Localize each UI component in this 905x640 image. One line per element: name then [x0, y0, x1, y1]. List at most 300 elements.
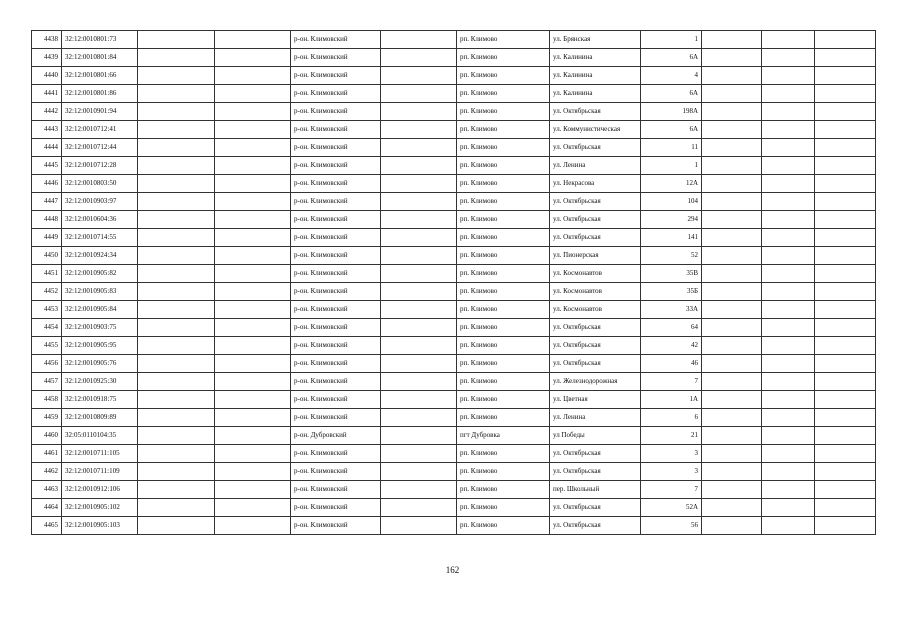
- street-cell: ул. Цветная: [550, 391, 641, 409]
- registry-table: [31, 30, 876, 535]
- district-cell: р-он. Климовский: [291, 121, 381, 139]
- district-cell: р-он. Климовский: [291, 229, 381, 247]
- row-number-cell: 4455: [32, 337, 62, 355]
- empty-cell: [815, 229, 876, 247]
- settlement-cell: рп. Климово: [457, 337, 550, 355]
- empty-cell: [215, 175, 291, 193]
- house-number-cell: 12А: [641, 175, 702, 193]
- empty-cell: [702, 121, 762, 139]
- empty-cell: [138, 481, 215, 499]
- table-row: [32, 85, 876, 103]
- cadastral-number-cell: 32:12:0010905:95: [62, 337, 138, 355]
- table-row: [32, 103, 876, 121]
- empty-cell: [702, 373, 762, 391]
- row-number-cell: 4458: [32, 391, 62, 409]
- empty-cell: [762, 121, 815, 139]
- settlement-cell: рп. Климово: [457, 481, 550, 499]
- settlement-cell: рп. Климово: [457, 229, 550, 247]
- table-row: [32, 49, 876, 67]
- cadastral-number-cell: 32:12:0010712:28: [62, 157, 138, 175]
- empty-cell: [815, 265, 876, 283]
- cadastral-number-cell: 32:12:0010905:84: [62, 301, 138, 319]
- district-cell: р-он. Климовский: [291, 67, 381, 85]
- empty-cell: [702, 319, 762, 337]
- empty-cell: [815, 175, 876, 193]
- empty-cell: [215, 373, 291, 391]
- registry-sheet: [31, 30, 875, 535]
- empty-cell: [381, 409, 457, 427]
- district-cell: р-он. Климовский: [291, 103, 381, 121]
- house-number-cell: 33А: [641, 301, 702, 319]
- street-cell: ул. Октябрьская: [550, 517, 641, 535]
- empty-cell: [138, 445, 215, 463]
- row-number-cell: 4456: [32, 355, 62, 373]
- table-row: [32, 265, 876, 283]
- empty-cell: [702, 517, 762, 535]
- table-row: [32, 481, 876, 499]
- empty-cell: [762, 355, 815, 373]
- cadastral-number-cell: 32:12:0010924:34: [62, 247, 138, 265]
- street-cell: ул. Октябрьская: [550, 193, 641, 211]
- empty-cell: [762, 517, 815, 535]
- street-cell: ул. Пионерская: [550, 247, 641, 265]
- empty-cell: [381, 247, 457, 265]
- row-number-cell: 4459: [32, 409, 62, 427]
- empty-cell: [815, 31, 876, 49]
- empty-cell: [215, 337, 291, 355]
- district-cell: р-он. Климовский: [291, 445, 381, 463]
- row-number-cell: 4457: [32, 373, 62, 391]
- empty-cell: [138, 319, 215, 337]
- cadastral-number-cell: 32:05:0110104:35: [62, 427, 138, 445]
- empty-cell: [381, 319, 457, 337]
- empty-cell: [815, 139, 876, 157]
- cadastral-number-cell: 32:12:0010711:105: [62, 445, 138, 463]
- house-number-cell: 21: [641, 427, 702, 445]
- settlement-cell: рп. Климово: [457, 301, 550, 319]
- empty-cell: [762, 319, 815, 337]
- empty-cell: [815, 319, 876, 337]
- empty-cell: [138, 517, 215, 535]
- empty-cell: [762, 301, 815, 319]
- table-row: [32, 193, 876, 211]
- settlement-cell: пгт Дубровка: [457, 427, 550, 445]
- empty-cell: [762, 157, 815, 175]
- empty-cell: [815, 499, 876, 517]
- street-cell: ул. Октябрьская: [550, 445, 641, 463]
- table-row: [32, 517, 876, 535]
- empty-cell: [138, 391, 215, 409]
- row-number-cell: 4464: [32, 499, 62, 517]
- street-cell: ул. Брянская: [550, 31, 641, 49]
- row-number-cell: 4453: [32, 301, 62, 319]
- empty-cell: [702, 409, 762, 427]
- table-row: [32, 463, 876, 481]
- house-number-cell: 64: [641, 319, 702, 337]
- cadastral-number-cell: 32:12:0010711:109: [62, 463, 138, 481]
- empty-cell: [815, 49, 876, 67]
- district-cell: р-он. Климовский: [291, 211, 381, 229]
- street-cell: ул. Ленина: [550, 409, 641, 427]
- table-row: [32, 157, 876, 175]
- district-cell: р-он. Климовский: [291, 499, 381, 517]
- empty-cell: [138, 49, 215, 67]
- street-cell: ул. Ленина: [550, 157, 641, 175]
- row-number-cell: 4454: [32, 319, 62, 337]
- street-cell: ул. Октябрьская: [550, 499, 641, 517]
- empty-cell: [815, 67, 876, 85]
- table-row: [32, 301, 876, 319]
- cadastral-number-cell: 32:12:0010714:55: [62, 229, 138, 247]
- house-number-cell: 4: [641, 67, 702, 85]
- cadastral-number-cell: 32:12:0010918:75: [62, 391, 138, 409]
- empty-cell: [138, 103, 215, 121]
- empty-cell: [138, 337, 215, 355]
- empty-cell: [381, 355, 457, 373]
- empty-cell: [381, 427, 457, 445]
- empty-cell: [215, 121, 291, 139]
- district-cell: р-он. Климовский: [291, 481, 381, 499]
- street-cell: ул. Калинина: [550, 49, 641, 67]
- empty-cell: [762, 193, 815, 211]
- table-row: [32, 391, 876, 409]
- empty-cell: [138, 301, 215, 319]
- empty-cell: [215, 445, 291, 463]
- registry-table-body: [32, 31, 876, 535]
- street-cell: пер. Школьный: [550, 481, 641, 499]
- house-number-cell: 46: [641, 355, 702, 373]
- district-cell: р-он. Климовский: [291, 49, 381, 67]
- empty-cell: [702, 175, 762, 193]
- empty-cell: [215, 49, 291, 67]
- row-number-cell: 4440: [32, 67, 62, 85]
- cadastral-number-cell: 32:12:0010905:103: [62, 517, 138, 535]
- row-number-cell: 4460: [32, 427, 62, 445]
- row-number-cell: 4445: [32, 157, 62, 175]
- house-number-cell: 1: [641, 31, 702, 49]
- empty-cell: [138, 463, 215, 481]
- empty-cell: [762, 481, 815, 499]
- empty-cell: [762, 499, 815, 517]
- empty-cell: [215, 499, 291, 517]
- house-number-cell: 56: [641, 517, 702, 535]
- empty-cell: [702, 85, 762, 103]
- empty-cell: [762, 283, 815, 301]
- empty-cell: [762, 391, 815, 409]
- empty-cell: [215, 67, 291, 85]
- cadastral-number-cell: 32:12:0010903:75: [62, 319, 138, 337]
- street-cell: ул. Октябрьская: [550, 355, 641, 373]
- empty-cell: [702, 445, 762, 463]
- empty-cell: [138, 247, 215, 265]
- empty-cell: [762, 247, 815, 265]
- empty-cell: [381, 463, 457, 481]
- empty-cell: [138, 31, 215, 49]
- empty-cell: [381, 121, 457, 139]
- settlement-cell: рп. Климово: [457, 355, 550, 373]
- settlement-cell: рп. Климово: [457, 31, 550, 49]
- row-number-cell: 4441: [32, 85, 62, 103]
- settlement-cell: рп. Климово: [457, 463, 550, 481]
- empty-cell: [381, 391, 457, 409]
- empty-cell: [702, 391, 762, 409]
- table-row: [32, 283, 876, 301]
- cadastral-number-cell: 32:12:0010803:50: [62, 175, 138, 193]
- row-number-cell: 4463: [32, 481, 62, 499]
- table-row: [32, 445, 876, 463]
- empty-cell: [381, 283, 457, 301]
- settlement-cell: рп. Климово: [457, 193, 550, 211]
- cadastral-number-cell: 32:12:0010905:102: [62, 499, 138, 517]
- empty-cell: [138, 373, 215, 391]
- empty-cell: [762, 229, 815, 247]
- house-number-cell: 6: [641, 409, 702, 427]
- empty-cell: [215, 265, 291, 283]
- empty-cell: [381, 481, 457, 499]
- house-number-cell: 6А: [641, 121, 702, 139]
- empty-cell: [215, 103, 291, 121]
- table-row: [32, 229, 876, 247]
- empty-cell: [381, 193, 457, 211]
- empty-cell: [215, 301, 291, 319]
- district-cell: р-он. Климовский: [291, 319, 381, 337]
- empty-cell: [138, 139, 215, 157]
- house-number-cell: 3: [641, 463, 702, 481]
- house-number-cell: 198А: [641, 103, 702, 121]
- street-cell: ул. Космонавтов: [550, 283, 641, 301]
- empty-cell: [815, 445, 876, 463]
- empty-cell: [702, 337, 762, 355]
- page-number: 162: [445, 565, 460, 575]
- empty-cell: [815, 409, 876, 427]
- empty-cell: [702, 301, 762, 319]
- district-cell: р-он. Климовский: [291, 265, 381, 283]
- empty-cell: [762, 445, 815, 463]
- row-number-cell: 4449: [32, 229, 62, 247]
- settlement-cell: рп. Климово: [457, 391, 550, 409]
- table-row: [32, 373, 876, 391]
- district-cell: р-он. Климовский: [291, 193, 381, 211]
- street-cell: ул. Космонавтов: [550, 301, 641, 319]
- district-cell: р-он. Климовский: [291, 463, 381, 481]
- empty-cell: [702, 67, 762, 85]
- district-cell: р-он. Климовский: [291, 517, 381, 535]
- district-cell: р-он. Климовский: [291, 283, 381, 301]
- empty-cell: [138, 229, 215, 247]
- table-row: [32, 31, 876, 49]
- empty-cell: [138, 427, 215, 445]
- empty-cell: [702, 265, 762, 283]
- empty-cell: [762, 265, 815, 283]
- empty-cell: [815, 355, 876, 373]
- empty-cell: [138, 67, 215, 85]
- empty-cell: [702, 31, 762, 49]
- empty-cell: [138, 85, 215, 103]
- empty-cell: [702, 355, 762, 373]
- row-number-cell: 4444: [32, 139, 62, 157]
- settlement-cell: рп. Климово: [457, 319, 550, 337]
- row-number-cell: 4461: [32, 445, 62, 463]
- empty-cell: [815, 463, 876, 481]
- street-cell: ул. Октябрьская: [550, 103, 641, 121]
- empty-cell: [381, 337, 457, 355]
- empty-cell: [815, 283, 876, 301]
- cadastral-number-cell: 32:12:0010912:106: [62, 481, 138, 499]
- empty-cell: [702, 427, 762, 445]
- district-cell: р-он. Климовский: [291, 409, 381, 427]
- district-cell: р-он. Климовский: [291, 175, 381, 193]
- settlement-cell: рп. Климово: [457, 499, 550, 517]
- empty-cell: [702, 229, 762, 247]
- empty-cell: [815, 481, 876, 499]
- cadastral-number-cell: 32:12:0010801:66: [62, 67, 138, 85]
- empty-cell: [215, 139, 291, 157]
- empty-cell: [762, 211, 815, 229]
- empty-cell: [815, 103, 876, 121]
- empty-cell: [138, 355, 215, 373]
- row-number-cell: 4462: [32, 463, 62, 481]
- empty-cell: [815, 337, 876, 355]
- empty-cell: [381, 175, 457, 193]
- empty-cell: [381, 265, 457, 283]
- empty-cell: [215, 157, 291, 175]
- settlement-cell: рп. Климово: [457, 409, 550, 427]
- table-row: [32, 175, 876, 193]
- empty-cell: [762, 67, 815, 85]
- empty-cell: [815, 121, 876, 139]
- row-number-cell: 4439: [32, 49, 62, 67]
- empty-cell: [762, 463, 815, 481]
- empty-cell: [381, 373, 457, 391]
- empty-cell: [815, 193, 876, 211]
- district-cell: р-он. Климовский: [291, 391, 381, 409]
- cadastral-number-cell: 32:12:0010905:83: [62, 283, 138, 301]
- street-cell: ул. Октябрьская: [550, 337, 641, 355]
- empty-cell: [215, 229, 291, 247]
- empty-cell: [762, 31, 815, 49]
- empty-cell: [138, 157, 215, 175]
- empty-cell: [762, 373, 815, 391]
- empty-cell: [702, 103, 762, 121]
- house-number-cell: 3: [641, 445, 702, 463]
- cadastral-number-cell: 32:12:0010712:44: [62, 139, 138, 157]
- house-number-cell: 6А: [641, 85, 702, 103]
- cadastral-number-cell: 32:12:0010712:41: [62, 121, 138, 139]
- house-number-cell: 42: [641, 337, 702, 355]
- empty-cell: [138, 499, 215, 517]
- house-number-cell: 11: [641, 139, 702, 157]
- empty-cell: [762, 427, 815, 445]
- table-row: [32, 247, 876, 265]
- district-cell: р-он. Климовский: [291, 355, 381, 373]
- empty-cell: [381, 445, 457, 463]
- empty-cell: [815, 157, 876, 175]
- empty-cell: [815, 85, 876, 103]
- empty-cell: [381, 517, 457, 535]
- house-number-cell: 1А: [641, 391, 702, 409]
- cadastral-number-cell: 32:12:0010801:84: [62, 49, 138, 67]
- row-number-cell: 4447: [32, 193, 62, 211]
- settlement-cell: рп. Климово: [457, 373, 550, 391]
- district-cell: р-он. Дубровский: [291, 427, 381, 445]
- table-row: [32, 355, 876, 373]
- empty-cell: [381, 499, 457, 517]
- empty-cell: [215, 517, 291, 535]
- district-cell: р-он. Климовский: [291, 139, 381, 157]
- table-row: [32, 427, 876, 445]
- empty-cell: [762, 409, 815, 427]
- empty-cell: [815, 373, 876, 391]
- settlement-cell: рп. Климово: [457, 85, 550, 103]
- district-cell: р-он. Климовский: [291, 247, 381, 265]
- table-row: [32, 409, 876, 427]
- table-row: [32, 67, 876, 85]
- empty-cell: [762, 175, 815, 193]
- settlement-cell: рп. Климово: [457, 139, 550, 157]
- empty-cell: [702, 49, 762, 67]
- row-number-cell: 4451: [32, 265, 62, 283]
- cadastral-number-cell: 32:12:0010901:94: [62, 103, 138, 121]
- empty-cell: [138, 265, 215, 283]
- empty-cell: [381, 85, 457, 103]
- empty-cell: [815, 247, 876, 265]
- empty-cell: [762, 139, 815, 157]
- street-cell: ул. Октябрьская: [550, 211, 641, 229]
- house-number-cell: 7: [641, 373, 702, 391]
- empty-cell: [215, 319, 291, 337]
- empty-cell: [702, 139, 762, 157]
- empty-cell: [215, 193, 291, 211]
- empty-cell: [702, 193, 762, 211]
- empty-cell: [815, 427, 876, 445]
- empty-cell: [215, 247, 291, 265]
- table-row: [32, 499, 876, 517]
- district-cell: р-он. Климовский: [291, 373, 381, 391]
- house-number-cell: 1: [641, 157, 702, 175]
- empty-cell: [381, 157, 457, 175]
- empty-cell: [381, 229, 457, 247]
- empty-cell: [138, 121, 215, 139]
- house-number-cell: 104: [641, 193, 702, 211]
- row-number-cell: 4450: [32, 247, 62, 265]
- empty-cell: [762, 85, 815, 103]
- empty-cell: [762, 337, 815, 355]
- empty-cell: [381, 103, 457, 121]
- row-number-cell: 4448: [32, 211, 62, 229]
- street-cell: ул. Калинина: [550, 85, 641, 103]
- empty-cell: [215, 391, 291, 409]
- house-number-cell: 52: [641, 247, 702, 265]
- cadastral-number-cell: 32:12:0010604:36: [62, 211, 138, 229]
- empty-cell: [702, 499, 762, 517]
- settlement-cell: рп. Климово: [457, 67, 550, 85]
- empty-cell: [138, 175, 215, 193]
- empty-cell: [381, 139, 457, 157]
- empty-cell: [215, 427, 291, 445]
- empty-cell: [815, 301, 876, 319]
- empty-cell: [702, 481, 762, 499]
- empty-cell: [215, 409, 291, 427]
- settlement-cell: рп. Климово: [457, 445, 550, 463]
- street-cell: ул. Октябрьская: [550, 463, 641, 481]
- cadastral-number-cell: 32:12:0010905:76: [62, 355, 138, 373]
- empty-cell: [702, 283, 762, 301]
- table-row: [32, 337, 876, 355]
- empty-cell: [702, 247, 762, 265]
- table-row: [32, 121, 876, 139]
- empty-cell: [381, 67, 457, 85]
- empty-cell: [381, 301, 457, 319]
